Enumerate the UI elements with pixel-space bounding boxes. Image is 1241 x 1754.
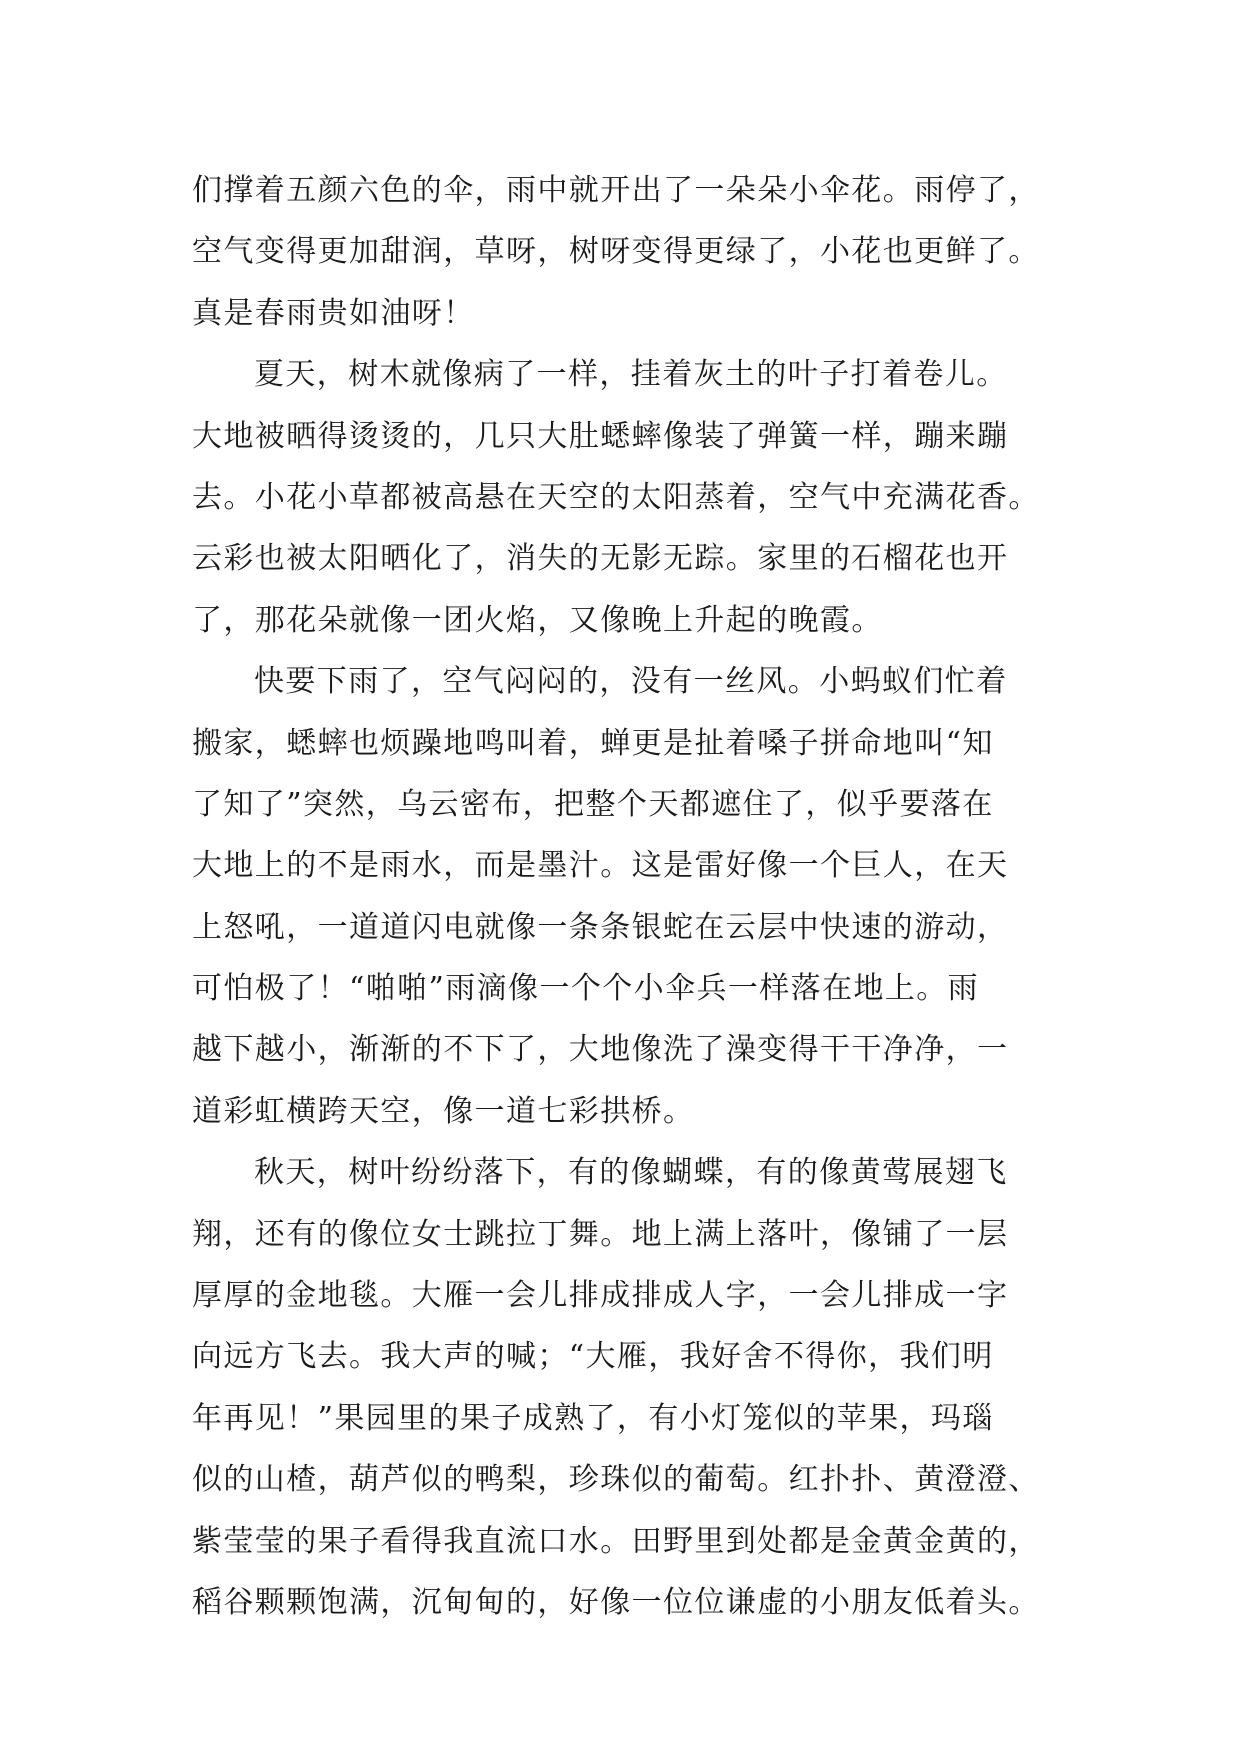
- text-line: 厚厚的金地毯。大雁一会儿排成排成人字，一会儿排成一字: [192, 1278, 1009, 1314]
- body-text: [192, 160, 1082, 1633]
- text-line: 可怕极了！“啪啪”雨滴像一个个小伞兵一样落在地上。雨: [192, 971, 980, 1007]
- text-line: 向远方飞去。我大声的喊；“大雁，我好舍不得你，我们明: [192, 1339, 994, 1375]
- paragraph-first-line: 快要下雨了，空气闷闷的，没有一丝风。小蚂蚁们忙着: [254, 664, 1008, 700]
- text-line: 了，那花朵就像一团火焰，又像晚上升起的晚霞。: [192, 602, 883, 638]
- text-line: 道彩虹横跨天空，像一道七彩拱桥。: [192, 1093, 695, 1129]
- text-line: 年再见！”果园里的果子成熟了，有小灯笼似的苹果，玛瑙: [192, 1400, 994, 1436]
- text-line: 大地被晒得烫烫的，几只大肚蟋蟀像装了弹簧一样，蹦来蹦: [192, 418, 1009, 454]
- text-line: 翔，还有的像位女士跳拉丁舞。地上满上落叶，像铺了一层: [192, 1216, 1009, 1252]
- text-line: 稻谷颗颗饱满，沉甸甸的，好像一位位谦虚的小朋友低着头。: [192, 1584, 1040, 1620]
- text-line: 大地上的不是雨水，而是墨汁。这是雷好像一个巨人，在天: [192, 848, 1009, 884]
- text-line: 真是春雨贵如油呀！: [192, 295, 475, 331]
- text-line: 越下越小，渐渐的不下了，大地像洗了澡变得干干净净，一: [192, 1032, 1009, 1068]
- text-line: 上怒吼，一道道闪电就像一条条银蛇在云层中快速的游动，: [192, 909, 1009, 945]
- paragraph-first-line: 夏天，树木就像病了一样，挂着灰土的叶子打着卷儿。: [254, 357, 1008, 393]
- text-line: 空气变得更加甜润，草呀，树呀变得更绿了，小花也更鲜了。: [192, 234, 1040, 270]
- paragraph-first-line: 秋天，树叶纷纷落下，有的像蝴蝶，有的像黄莺展翅飞: [254, 1155, 1008, 1191]
- text-line: 云彩也被太阳晒化了，消失的无影无踪。家里的石榴花也开: [192, 541, 1009, 577]
- text-line: 似的山楂，葫芦似的鸭梨，珍珠似的葡萄。红扑扑、黄澄澄、: [192, 1462, 1040, 1498]
- text-line: 了知了”突然，乌云密布，把整个天都遮住了，似乎要落在: [192, 786, 994, 822]
- text-line: 去。小花小草都被高悬在天空的太阳蒸着，空气中充满花香。: [192, 479, 1040, 515]
- text-line: 紫莹莹的果子看得我直流口水。田野里到处都是金黄金黄的，: [192, 1523, 1040, 1559]
- text-line: 搬家，蟋蟀也烦躁地鸣叫着，蝉更是扯着嗓子拼命地叫“知: [192, 725, 994, 761]
- text-line: 们撑着五颜六色的伞，雨中就开出了一朵朵小伞花。雨停了，: [192, 173, 1040, 208]
